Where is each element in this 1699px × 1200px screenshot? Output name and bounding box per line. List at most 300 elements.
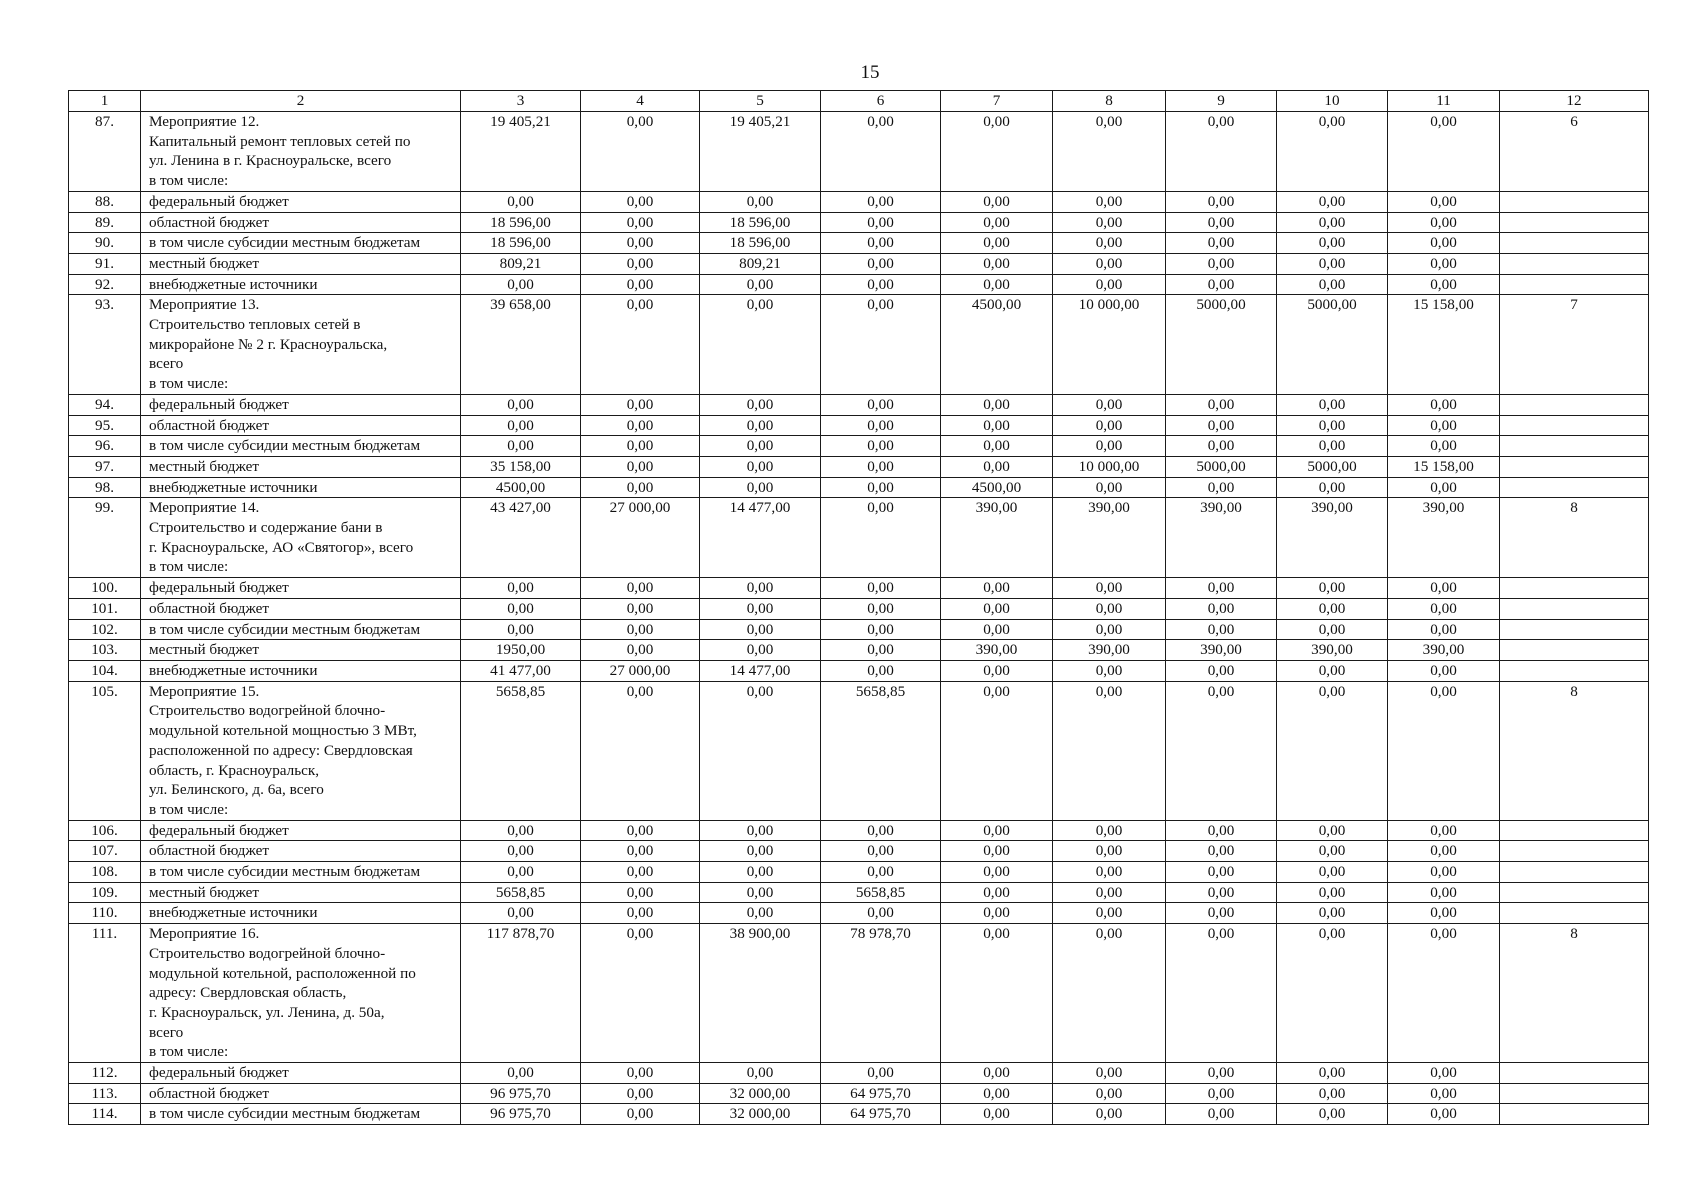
value-cell: 0,00 bbox=[1388, 660, 1500, 681]
value-cell: 0,00 bbox=[1277, 660, 1388, 681]
value-cell: 39 658,00 bbox=[461, 295, 581, 395]
table-row bbox=[69, 903, 1649, 924]
item-name-line: в том числе: bbox=[149, 1043, 229, 1061]
value-cell: 0,00 bbox=[821, 820, 941, 841]
value-cell: 0,00 bbox=[1388, 862, 1500, 883]
value-cell: 5000,00 bbox=[1277, 295, 1388, 395]
item-name-line: модульной котельной, расположенной по bbox=[149, 964, 416, 982]
value-cell: 0,00 bbox=[1388, 436, 1500, 457]
column-header: 4 bbox=[581, 91, 700, 112]
value-cell: 43 427,00 bbox=[461, 498, 581, 578]
item-name-cell bbox=[141, 924, 461, 1063]
reference-cell: 8 bbox=[1500, 498, 1649, 578]
value-cell: 0,00 bbox=[581, 841, 700, 862]
row-number-cell: 93. bbox=[69, 295, 141, 395]
value-cell: 0,00 bbox=[1388, 820, 1500, 841]
value-cell: 0,00 bbox=[821, 841, 941, 862]
value-cell: 0,00 bbox=[1277, 436, 1388, 457]
reference-cell bbox=[1500, 191, 1649, 212]
value-cell: 0,00 bbox=[1388, 903, 1500, 924]
value-cell: 5658,85 bbox=[821, 882, 941, 903]
row-number-cell: 108. bbox=[69, 862, 141, 883]
item-name-line: Строительство и содержание бани в bbox=[149, 519, 383, 537]
value-cell: 18 596,00 bbox=[461, 233, 581, 254]
value-cell: 0,00 bbox=[700, 882, 821, 903]
reference-cell bbox=[1500, 274, 1649, 295]
row-number-cell: 103. bbox=[69, 640, 141, 661]
value-cell: 0,00 bbox=[581, 191, 700, 212]
item-name-line: в том числе: bbox=[149, 172, 229, 190]
value-cell: 0,00 bbox=[941, 882, 1053, 903]
value-cell: 0,00 bbox=[1388, 1104, 1500, 1125]
item-name-line: всего bbox=[149, 1023, 184, 1041]
value-cell: 0,00 bbox=[1166, 882, 1277, 903]
value-cell: 0,00 bbox=[1053, 415, 1166, 436]
table-row bbox=[69, 477, 1649, 498]
value-cell: 10 000,00 bbox=[1053, 456, 1166, 477]
reference-cell bbox=[1500, 598, 1649, 619]
value-cell: 0,00 bbox=[1053, 394, 1166, 415]
value-cell: 0,00 bbox=[1053, 598, 1166, 619]
value-cell: 0,00 bbox=[1277, 820, 1388, 841]
value-cell: 0,00 bbox=[581, 274, 700, 295]
row-number-cell: 113. bbox=[69, 1083, 141, 1104]
item-name-line: расположенной по адресу: Свердловская bbox=[149, 741, 413, 759]
value-cell: 0,00 bbox=[941, 112, 1053, 192]
row-number-cell: 111. bbox=[69, 924, 141, 1063]
item-name-line: федеральный бюджет bbox=[149, 1064, 289, 1082]
value-cell: 0,00 bbox=[821, 253, 941, 274]
value-cell: 0,00 bbox=[941, 212, 1053, 233]
value-cell: 0,00 bbox=[1388, 233, 1500, 254]
item-name-line: федеральный бюджет bbox=[149, 192, 289, 210]
item-name-line: внебюджетные источники bbox=[149, 661, 318, 679]
item-name-line: областной бюджет bbox=[149, 1084, 269, 1102]
item-name-cell bbox=[141, 212, 461, 233]
item-name-line: микрорайоне № 2 г. Красноуральска, bbox=[149, 335, 388, 353]
value-cell: 0,00 bbox=[941, 820, 1053, 841]
value-cell: 0,00 bbox=[581, 233, 700, 254]
value-cell: 0,00 bbox=[1053, 660, 1166, 681]
value-cell: 1950,00 bbox=[461, 640, 581, 661]
column-header: 12 bbox=[1500, 91, 1649, 112]
value-cell: 35 158,00 bbox=[461, 456, 581, 477]
item-name-line: модульной котельной мощностью 3 МВт, bbox=[149, 722, 417, 740]
value-cell: 0,00 bbox=[821, 640, 941, 661]
item-name-line: Мероприятие 16. bbox=[149, 925, 260, 943]
value-cell: 0,00 bbox=[1277, 1083, 1388, 1104]
value-cell: 0,00 bbox=[1277, 619, 1388, 640]
item-name-line: в том числе субсидии местным бюджетам bbox=[149, 863, 421, 881]
value-cell: 0,00 bbox=[1166, 862, 1277, 883]
value-cell: 0,00 bbox=[941, 274, 1053, 295]
item-name-line: в том числе субсидии местным бюджетам bbox=[149, 620, 421, 638]
value-cell: 0,00 bbox=[1388, 415, 1500, 436]
value-cell: 0,00 bbox=[581, 295, 700, 395]
value-cell: 0,00 bbox=[581, 820, 700, 841]
row-number-cell: 90. bbox=[69, 233, 141, 254]
value-cell: 0,00 bbox=[1053, 477, 1166, 498]
value-cell: 0,00 bbox=[821, 903, 941, 924]
value-cell: 0,00 bbox=[941, 1083, 1053, 1104]
value-cell: 5000,00 bbox=[1277, 456, 1388, 477]
value-cell: 0,00 bbox=[1277, 274, 1388, 295]
item-name-line: Строительство водогрейной блочно- bbox=[149, 944, 386, 962]
value-cell: 0,00 bbox=[1053, 436, 1166, 457]
row-number-cell: 112. bbox=[69, 1063, 141, 1084]
table-row bbox=[69, 212, 1649, 233]
value-cell: 0,00 bbox=[941, 253, 1053, 274]
value-cell: 0,00 bbox=[1053, 924, 1166, 1063]
item-name-line: ул. Белинского, д. 6а, всего bbox=[149, 781, 324, 799]
value-cell: 0,00 bbox=[1166, 112, 1277, 192]
column-header: 10 bbox=[1277, 91, 1388, 112]
item-name-cell bbox=[141, 1104, 461, 1125]
value-cell: 0,00 bbox=[941, 841, 1053, 862]
item-name-cell bbox=[141, 640, 461, 661]
value-cell: 0,00 bbox=[1166, 1104, 1277, 1125]
item-name-cell bbox=[141, 903, 461, 924]
value-cell: 0,00 bbox=[821, 212, 941, 233]
value-cell: 0,00 bbox=[1277, 415, 1388, 436]
reference-cell: 8 bbox=[1500, 681, 1649, 820]
value-cell: 0,00 bbox=[581, 212, 700, 233]
item-name-cell bbox=[141, 1063, 461, 1084]
value-cell: 0,00 bbox=[581, 681, 700, 820]
value-cell: 0,00 bbox=[1277, 924, 1388, 1063]
row-number-cell: 95. bbox=[69, 415, 141, 436]
table-row bbox=[69, 578, 1649, 599]
value-cell: 0,00 bbox=[461, 862, 581, 883]
item-name-line: местный бюджет bbox=[149, 254, 260, 272]
value-cell: 0,00 bbox=[1388, 882, 1500, 903]
item-name-cell bbox=[141, 477, 461, 498]
value-cell: 0,00 bbox=[1053, 903, 1166, 924]
item-name-line: Мероприятие 14. bbox=[149, 499, 260, 517]
value-cell: 0,00 bbox=[821, 295, 941, 395]
reference-cell bbox=[1500, 578, 1649, 599]
item-name-cell bbox=[141, 578, 461, 599]
reference-cell bbox=[1500, 862, 1649, 883]
value-cell: 0,00 bbox=[581, 882, 700, 903]
table-row bbox=[69, 274, 1649, 295]
value-cell: 0,00 bbox=[821, 862, 941, 883]
value-cell: 390,00 bbox=[941, 640, 1053, 661]
value-cell: 15 158,00 bbox=[1388, 456, 1500, 477]
value-cell: 0,00 bbox=[1388, 394, 1500, 415]
value-cell: 0,00 bbox=[700, 862, 821, 883]
value-cell: 0,00 bbox=[1166, 233, 1277, 254]
item-name-line: Капитальный ремонт тепловых сетей по bbox=[149, 132, 411, 150]
value-cell: 0,00 bbox=[1388, 212, 1500, 233]
item-name-cell bbox=[141, 274, 461, 295]
value-cell: 0,00 bbox=[821, 660, 941, 681]
value-cell: 0,00 bbox=[581, 598, 700, 619]
value-cell: 0,00 bbox=[1277, 578, 1388, 599]
value-cell: 390,00 bbox=[1388, 640, 1500, 661]
value-cell: 0,00 bbox=[1166, 924, 1277, 1063]
value-cell: 0,00 bbox=[821, 274, 941, 295]
page-number: 15 bbox=[860, 62, 880, 83]
value-cell: 0,00 bbox=[941, 191, 1053, 212]
value-cell: 0,00 bbox=[941, 619, 1053, 640]
value-cell: 0,00 bbox=[1166, 820, 1277, 841]
item-name-cell bbox=[141, 394, 461, 415]
item-name-line: областной бюджет bbox=[149, 599, 269, 617]
value-cell: 0,00 bbox=[941, 903, 1053, 924]
value-cell: 0,00 bbox=[461, 415, 581, 436]
value-cell: 390,00 bbox=[1166, 640, 1277, 661]
row-number-cell: 109. bbox=[69, 882, 141, 903]
header-row bbox=[69, 91, 1649, 112]
value-cell: 0,00 bbox=[941, 415, 1053, 436]
reference-cell: 8 bbox=[1500, 924, 1649, 1063]
value-cell: 0,00 bbox=[581, 924, 700, 1063]
value-cell: 0,00 bbox=[1053, 253, 1166, 274]
value-cell: 0,00 bbox=[1277, 1063, 1388, 1084]
value-cell: 0,00 bbox=[581, 1083, 700, 1104]
item-name-cell bbox=[141, 619, 461, 640]
value-cell: 0,00 bbox=[581, 112, 700, 192]
item-name-cell bbox=[141, 681, 461, 820]
row-number-cell: 92. bbox=[69, 274, 141, 295]
value-cell: 0,00 bbox=[1166, 1083, 1277, 1104]
value-cell: 27 000,00 bbox=[581, 660, 700, 681]
table-row bbox=[69, 1083, 1649, 1104]
row-number-cell: 114. bbox=[69, 1104, 141, 1125]
value-cell: 0,00 bbox=[1277, 598, 1388, 619]
reference-cell bbox=[1500, 903, 1649, 924]
value-cell: 0,00 bbox=[1277, 681, 1388, 820]
value-cell: 0,00 bbox=[821, 498, 941, 578]
table-row bbox=[69, 681, 1649, 820]
value-cell: 0,00 bbox=[581, 394, 700, 415]
value-cell: 78 978,70 bbox=[821, 924, 941, 1063]
value-cell: 0,00 bbox=[581, 578, 700, 599]
value-cell: 0,00 bbox=[461, 1063, 581, 1084]
value-cell: 4500,00 bbox=[941, 295, 1053, 395]
item-name-cell bbox=[141, 862, 461, 883]
item-name-line: в том числе: bbox=[149, 375, 229, 393]
value-cell: 0,00 bbox=[1277, 903, 1388, 924]
value-cell: 0,00 bbox=[461, 619, 581, 640]
item-name-cell bbox=[141, 841, 461, 862]
item-name-cell bbox=[141, 112, 461, 192]
value-cell: 0,00 bbox=[1166, 415, 1277, 436]
value-cell: 0,00 bbox=[700, 191, 821, 212]
table-row bbox=[69, 841, 1649, 862]
value-cell: 0,00 bbox=[1166, 598, 1277, 619]
value-cell: 0,00 bbox=[1277, 1104, 1388, 1125]
item-name-line: местный бюджет bbox=[149, 641, 260, 659]
item-name-line: местный бюджет bbox=[149, 457, 260, 475]
value-cell: 0,00 bbox=[821, 578, 941, 599]
value-cell: 0,00 bbox=[941, 862, 1053, 883]
column-header: 11 bbox=[1388, 91, 1500, 112]
table-row bbox=[69, 820, 1649, 841]
value-cell: 5658,85 bbox=[461, 882, 581, 903]
value-cell: 0,00 bbox=[1166, 619, 1277, 640]
reference-cell bbox=[1500, 1063, 1649, 1084]
value-cell: 0,00 bbox=[461, 274, 581, 295]
value-cell: 0,00 bbox=[461, 191, 581, 212]
value-cell: 32 000,00 bbox=[700, 1083, 821, 1104]
value-cell: 0,00 bbox=[1388, 681, 1500, 820]
item-name-cell bbox=[141, 295, 461, 395]
item-name-line: в том числе субсидии местным бюджетам bbox=[149, 1105, 421, 1123]
value-cell: 390,00 bbox=[941, 498, 1053, 578]
value-cell: 0,00 bbox=[700, 598, 821, 619]
reference-cell bbox=[1500, 456, 1649, 477]
table-row bbox=[69, 191, 1649, 212]
item-name-cell bbox=[141, 456, 461, 477]
value-cell: 5000,00 bbox=[1166, 295, 1277, 395]
value-cell: 0,00 bbox=[941, 233, 1053, 254]
value-cell: 0,00 bbox=[1388, 1063, 1500, 1084]
value-cell: 0,00 bbox=[1166, 394, 1277, 415]
value-cell: 32 000,00 bbox=[700, 1104, 821, 1125]
value-cell: 0,00 bbox=[821, 598, 941, 619]
value-cell: 0,00 bbox=[941, 660, 1053, 681]
value-cell: 0,00 bbox=[821, 456, 941, 477]
value-cell: 15 158,00 bbox=[1388, 295, 1500, 395]
value-cell: 0,00 bbox=[700, 274, 821, 295]
column-header: 6 bbox=[821, 91, 941, 112]
item-name-line: Мероприятие 15. bbox=[149, 682, 260, 700]
value-cell: 0,00 bbox=[941, 394, 1053, 415]
item-name-line: внебюджетные источники bbox=[149, 478, 318, 496]
value-cell: 0,00 bbox=[1166, 436, 1277, 457]
item-name-line: в том числе субсидии местным бюджетам bbox=[149, 437, 421, 455]
item-name-line: в том числе: bbox=[149, 800, 229, 818]
value-cell: 390,00 bbox=[1166, 498, 1277, 578]
value-cell: 0,00 bbox=[941, 436, 1053, 457]
value-cell: 809,21 bbox=[700, 253, 821, 274]
value-cell: 0,00 bbox=[1166, 578, 1277, 599]
reference-cell bbox=[1500, 233, 1649, 254]
table-row bbox=[69, 882, 1649, 903]
reference-cell: 6 bbox=[1500, 112, 1649, 192]
table-row bbox=[69, 456, 1649, 477]
value-cell: 0,00 bbox=[1053, 212, 1166, 233]
value-cell: 0,00 bbox=[461, 820, 581, 841]
table-row bbox=[69, 862, 1649, 883]
value-cell: 0,00 bbox=[1053, 1063, 1166, 1084]
value-cell: 0,00 bbox=[581, 1063, 700, 1084]
value-cell: 0,00 bbox=[1277, 841, 1388, 862]
item-name-line: областной бюджет bbox=[149, 842, 269, 860]
item-name-cell bbox=[141, 436, 461, 457]
value-cell: 0,00 bbox=[581, 436, 700, 457]
value-cell: 0,00 bbox=[1388, 578, 1500, 599]
reference-cell bbox=[1500, 619, 1649, 640]
value-cell: 0,00 bbox=[581, 253, 700, 274]
value-cell: 0,00 bbox=[1388, 274, 1500, 295]
value-cell: 96 975,70 bbox=[461, 1083, 581, 1104]
row-number-cell: 100. bbox=[69, 578, 141, 599]
value-cell: 0,00 bbox=[700, 456, 821, 477]
value-cell: 0,00 bbox=[581, 456, 700, 477]
row-number-cell: 107. bbox=[69, 841, 141, 862]
item-name-line: Строительство тепловых сетей в bbox=[149, 316, 361, 334]
value-cell: 0,00 bbox=[461, 394, 581, 415]
table-body bbox=[69, 112, 1649, 1125]
value-cell: 64 975,70 bbox=[821, 1104, 941, 1125]
value-cell: 0,00 bbox=[1388, 619, 1500, 640]
item-name-cell bbox=[141, 253, 461, 274]
reference-cell bbox=[1500, 253, 1649, 274]
value-cell: 0,00 bbox=[1053, 862, 1166, 883]
value-cell: 0,00 bbox=[1277, 394, 1388, 415]
item-name-line: Мероприятие 13. bbox=[149, 296, 260, 314]
value-cell: 390,00 bbox=[1053, 498, 1166, 578]
value-cell: 5000,00 bbox=[1166, 456, 1277, 477]
value-cell: 0,00 bbox=[700, 394, 821, 415]
value-cell: 10 000,00 bbox=[1053, 295, 1166, 395]
reference-cell bbox=[1500, 394, 1649, 415]
value-cell: 0,00 bbox=[1053, 681, 1166, 820]
item-name-line: всего bbox=[149, 355, 184, 373]
reference-cell bbox=[1500, 841, 1649, 862]
item-name-line: областной бюджет bbox=[149, 213, 269, 231]
value-cell: 18 596,00 bbox=[700, 233, 821, 254]
value-cell: 14 477,00 bbox=[700, 660, 821, 681]
value-cell: 0,00 bbox=[1388, 477, 1500, 498]
column-header: 5 bbox=[700, 91, 821, 112]
value-cell: 0,00 bbox=[941, 598, 1053, 619]
value-cell: 0,00 bbox=[1053, 841, 1166, 862]
item-name-cell bbox=[141, 415, 461, 436]
table-row bbox=[69, 253, 1649, 274]
value-cell: 0,00 bbox=[821, 1063, 941, 1084]
table-row bbox=[69, 1104, 1649, 1125]
value-cell: 0,00 bbox=[461, 598, 581, 619]
table-row bbox=[69, 112, 1649, 192]
value-cell: 0,00 bbox=[821, 191, 941, 212]
value-cell: 0,00 bbox=[581, 640, 700, 661]
table-row bbox=[69, 598, 1649, 619]
value-cell: 0,00 bbox=[1053, 274, 1166, 295]
value-cell: 0,00 bbox=[821, 436, 941, 457]
value-cell: 0,00 bbox=[700, 436, 821, 457]
item-name-line: федеральный бюджет bbox=[149, 579, 289, 597]
value-cell: 19 405,21 bbox=[700, 112, 821, 192]
table-row bbox=[69, 619, 1649, 640]
row-number-cell: 87. bbox=[69, 112, 141, 192]
row-number-cell: 91. bbox=[69, 253, 141, 274]
reference-cell bbox=[1500, 415, 1649, 436]
value-cell: 0,00 bbox=[941, 456, 1053, 477]
table-row bbox=[69, 660, 1649, 681]
reference-cell bbox=[1500, 477, 1649, 498]
value-cell: 18 596,00 bbox=[700, 212, 821, 233]
reference-cell bbox=[1500, 1083, 1649, 1104]
value-cell: 41 477,00 bbox=[461, 660, 581, 681]
reference-cell: 7 bbox=[1500, 295, 1649, 395]
value-cell: 4500,00 bbox=[941, 477, 1053, 498]
column-header: 3 bbox=[461, 91, 581, 112]
row-number-cell: 106. bbox=[69, 820, 141, 841]
value-cell: 0,00 bbox=[1053, 820, 1166, 841]
value-cell: 0,00 bbox=[1053, 619, 1166, 640]
value-cell: 0,00 bbox=[700, 619, 821, 640]
item-name-line: Строительство водогрейной блочно- bbox=[149, 702, 386, 720]
column-header: 1 bbox=[69, 91, 141, 112]
value-cell: 0,00 bbox=[1388, 1083, 1500, 1104]
value-cell: 0,00 bbox=[1053, 1083, 1166, 1104]
value-cell: 117 878,70 bbox=[461, 924, 581, 1063]
table-row bbox=[69, 1063, 1649, 1084]
